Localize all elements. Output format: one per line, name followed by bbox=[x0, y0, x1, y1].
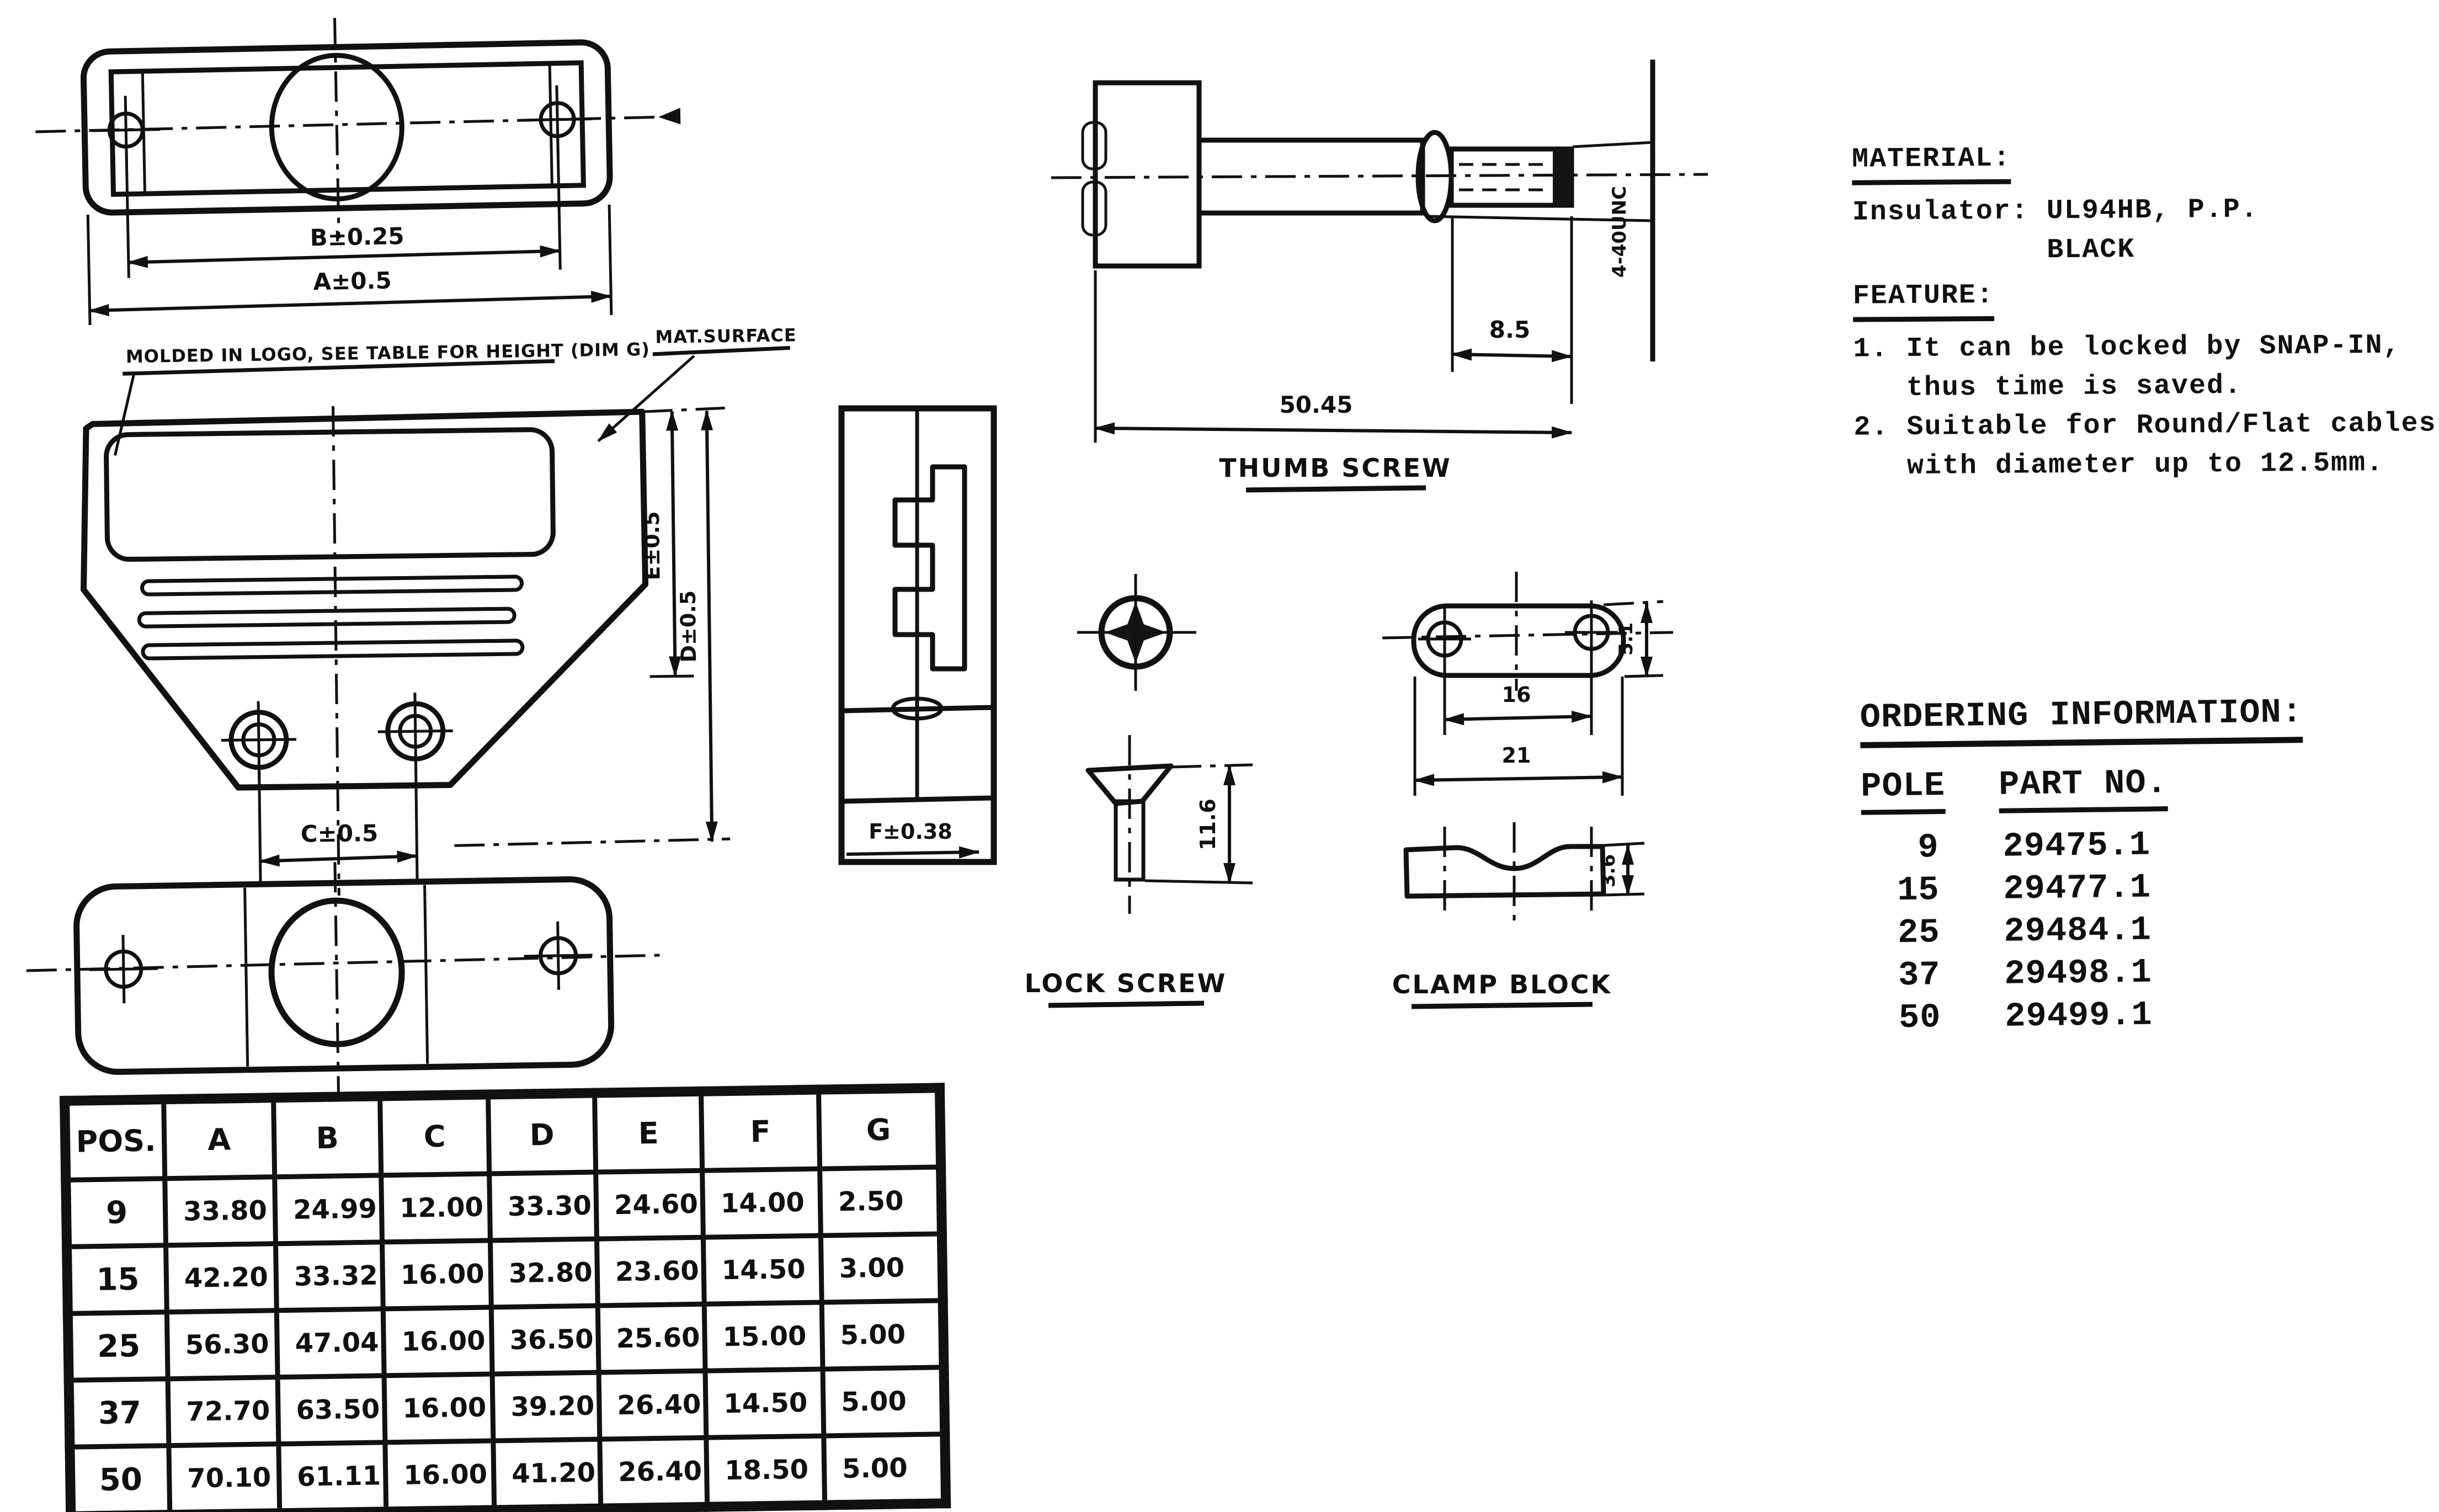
part-number: 29499.1 bbox=[2004, 995, 2153, 1036]
clamp-block-view bbox=[1382, 572, 1673, 1007]
molded-logo-note: MOLDED IN LOGO, SEE TABLE FOR HEIGHT (DIM G) bbox=[125, 338, 651, 368]
pole-count: 37 bbox=[1898, 955, 1941, 995]
feature-line-2: thus time is saved. bbox=[1906, 370, 2243, 404]
dim-label-E: E±0.5 bbox=[639, 511, 665, 581]
table-cell: 16.00 bbox=[385, 1441, 494, 1511]
clamp-block-title: CLAMP BLOCK bbox=[1392, 970, 1612, 999]
table-cell: 3.00 bbox=[821, 1234, 942, 1302]
table-cell: 14.50 bbox=[705, 1369, 824, 1438]
dim-label-F: F±0.38 bbox=[869, 819, 952, 844]
table-cell: 36.50 bbox=[491, 1306, 599, 1374]
table-cell: 24.60 bbox=[596, 1170, 704, 1239]
table-cell: 32.80 bbox=[490, 1239, 598, 1307]
table-cell: 14.50 bbox=[703, 1236, 822, 1304]
table-cell: 5.00 bbox=[822, 1301, 944, 1369]
table-cell: 25.60 bbox=[598, 1304, 705, 1372]
table-cell: 16.00 bbox=[383, 1307, 492, 1376]
mat-surface-leader bbox=[597, 356, 695, 441]
table-header-row bbox=[65, 1088, 941, 1180]
table-cell: 15.00 bbox=[704, 1302, 823, 1371]
table-row bbox=[70, 1434, 946, 1512]
table-cell: 47.04 bbox=[276, 1309, 384, 1377]
feature-line-3: 2. Suitable for Round/Flat cables bbox=[1854, 408, 2437, 444]
lock-screw-title: LOCK SCREW bbox=[1024, 968, 1227, 998]
header-cell: F bbox=[701, 1090, 820, 1171]
hood-front-view bbox=[82, 401, 731, 898]
dim-label-height: 5.1 bbox=[1615, 622, 1637, 656]
ordering-row bbox=[1861, 822, 2304, 870]
feature-heading: FEATURE: bbox=[1853, 276, 1995, 322]
thumb-screw-title: THUMB SCREW bbox=[1219, 453, 1452, 483]
table-cell: 42.20 bbox=[166, 1244, 277, 1312]
ordering-heading: ORDERING INFORMATION: bbox=[1860, 690, 2303, 748]
header-cell: E bbox=[595, 1092, 702, 1172]
table-cell: 16.00 bbox=[382, 1241, 491, 1309]
ordering-row bbox=[1863, 992, 2307, 1040]
header-cell: D bbox=[488, 1093, 596, 1174]
lock-screw-view bbox=[1025, 574, 1253, 1005]
dimension-table bbox=[60, 1083, 951, 1512]
dim-label-B: B±0.25 bbox=[310, 222, 404, 252]
dim-label-tip: 8.5 bbox=[1489, 316, 1531, 343]
mat-surface-note: MAT.SURFACE bbox=[655, 324, 797, 348]
pole-count: 15 bbox=[1897, 870, 1940, 911]
table-cell: 56.30 bbox=[167, 1311, 278, 1379]
part-number: 29475.1 bbox=[2003, 825, 2151, 866]
latch-cutout bbox=[895, 467, 965, 669]
table-cell: 24.99 bbox=[275, 1175, 382, 1244]
table-cell: 5.00 bbox=[824, 1434, 946, 1505]
dim-label-A: A±0.5 bbox=[313, 267, 392, 296]
feature-line-4: with diameter up to 12.5mm. bbox=[1907, 447, 2384, 483]
dim-label-length: 50.45 bbox=[1279, 391, 1353, 418]
table-cell: 18.50 bbox=[706, 1436, 825, 1507]
header-cell: G bbox=[818, 1088, 941, 1169]
table-cell: 70.10 bbox=[169, 1444, 280, 1512]
table-cell: 15 bbox=[67, 1245, 167, 1314]
material-heading: MATERIAL: bbox=[1852, 139, 2011, 185]
hood-side-view bbox=[842, 408, 994, 862]
table-cell: 23.60 bbox=[597, 1237, 704, 1306]
dim-label-hole-spacing: 16 bbox=[1501, 683, 1531, 707]
hood-top-view bbox=[34, 11, 684, 326]
table-cell: 25 bbox=[68, 1312, 168, 1381]
table-cell: 61.11 bbox=[279, 1442, 386, 1512]
pole-count: 9 bbox=[1917, 828, 1940, 867]
molded-logo-leader bbox=[114, 375, 135, 455]
table-cell: 9 bbox=[66, 1179, 166, 1247]
groove-3 bbox=[143, 641, 523, 658]
ordering-row bbox=[1862, 907, 2305, 955]
dim-label-screw-length: 11.6 bbox=[1196, 798, 1220, 850]
dim-label-width: 21 bbox=[1501, 743, 1531, 768]
table-row bbox=[69, 1367, 945, 1447]
material-line-insulator: Insulator: UL94HB, P.P. bbox=[1852, 194, 2259, 228]
part-number: 29498.1 bbox=[2004, 952, 2153, 994]
table-cell: 26.40 bbox=[600, 1438, 707, 1508]
table-cell: 50 bbox=[70, 1446, 169, 1512]
knurled-head bbox=[1095, 83, 1199, 266]
table-cell: 41.20 bbox=[493, 1439, 601, 1510]
groove-1 bbox=[142, 577, 521, 594]
centerline-flag bbox=[658, 108, 681, 125]
table-cell: 16.00 bbox=[384, 1374, 493, 1442]
groove-2 bbox=[139, 609, 514, 626]
header-cell: A bbox=[164, 1098, 275, 1178]
feature-line-1: 1. It can be locked by SNAP-IN, bbox=[1853, 329, 2401, 365]
pole-count: 50 bbox=[1898, 998, 1941, 1038]
part-number: 29477.1 bbox=[2003, 867, 2152, 909]
table-row bbox=[68, 1301, 944, 1381]
table-cell: 72.70 bbox=[168, 1377, 279, 1446]
thread-spec-label: 4-40UNC bbox=[1609, 185, 1631, 278]
table-cell: 39.20 bbox=[492, 1372, 600, 1441]
table-cell: 33.80 bbox=[165, 1177, 276, 1245]
table-cell: 12.00 bbox=[381, 1174, 491, 1242]
ordering-col-part: PART NO. bbox=[1999, 761, 2168, 813]
hood-bottom-view bbox=[25, 857, 664, 1110]
table-cell: 37 bbox=[69, 1379, 169, 1447]
header-cell: B bbox=[274, 1096, 381, 1176]
connector-window bbox=[106, 429, 553, 560]
ordering-information-block bbox=[1860, 690, 2307, 1040]
material-feature-block bbox=[1852, 136, 2437, 486]
material-line-color: BLACK bbox=[2047, 234, 2136, 267]
table-cell: 2.50 bbox=[820, 1167, 942, 1236]
table-cell: 63.50 bbox=[278, 1376, 385, 1444]
table-row bbox=[66, 1167, 942, 1247]
header-cell: C bbox=[380, 1094, 489, 1175]
part-number: 29484.1 bbox=[2004, 910, 2152, 951]
ordering-row bbox=[1863, 949, 2306, 997]
pole-count: 25 bbox=[1897, 913, 1940, 953]
clamp-side-view bbox=[1406, 846, 1604, 896]
table-cell: 33.32 bbox=[276, 1242, 384, 1311]
dim-label-thickness: 3.6 bbox=[1597, 854, 1620, 888]
header-cell: POS. bbox=[65, 1099, 165, 1180]
table-cell: 33.30 bbox=[489, 1172, 597, 1241]
table-row bbox=[67, 1234, 943, 1314]
thumb-screw-view bbox=[1051, 60, 1708, 490]
table-cell: 5.00 bbox=[823, 1367, 945, 1436]
table-cell: 14.00 bbox=[702, 1169, 821, 1237]
ordering-col-pole: POLE bbox=[1861, 764, 1946, 815]
dim-label-C: C±0.5 bbox=[300, 819, 379, 848]
table-cell: 26.40 bbox=[599, 1371, 706, 1439]
ordering-row bbox=[1862, 864, 2305, 912]
dim-label-D: D±0.5 bbox=[675, 590, 701, 663]
